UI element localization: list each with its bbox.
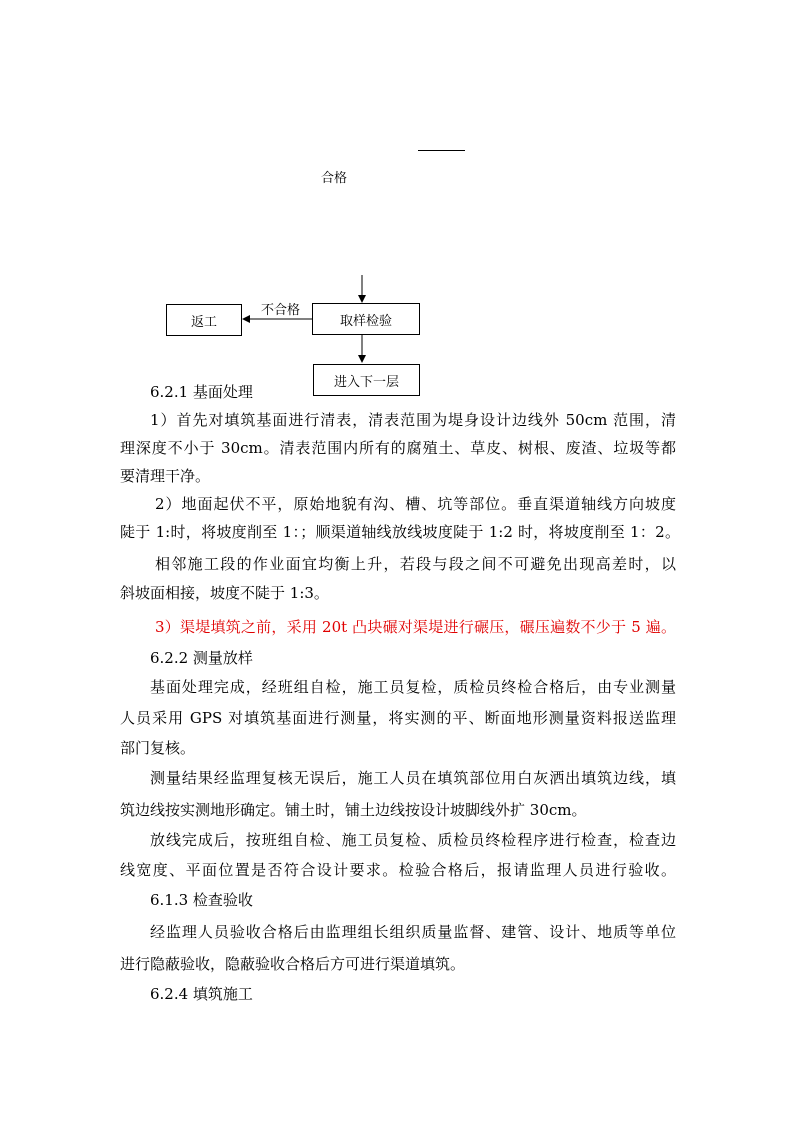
paragraph-line: 人员采用 GPS 对填筑基面进行测量，将实测的平、断面地形测量资料报送监理 [120,709,676,727]
paragraph-line: 要清理干净。 [120,467,211,485]
section-heading-6-2-4: 6.2.4 填筑施工 [150,985,253,1003]
rework-box: 返工 [166,304,242,336]
sampling-inspection-box: 取样检验 [312,303,420,335]
paragraph-line: 1）首先对填筑基面进行清表，清表范围为堤身设计边线外 50cm 范围，清 [150,411,676,429]
paragraph-line: 筑边线按实测地形确定。铺土时，铺土边线按设计坡脚线外扩 30cm。 [120,801,587,819]
paragraph-line: 2）地面起伏不平，原始地貌有沟、槽、坑等部位。垂直渠道轴线方向坡度 [155,495,676,513]
paragraph-line: 陡于 1:时，将坡度削至 1：；顺渠道轴线放线坡度陡于 1:2 时，将坡度削至 1：2。 [120,523,680,541]
paragraph-line: 相邻施工段的作业面宜均衡上升，若段与段之间不可避免出现高差时，以 [155,555,676,573]
paragraph-line: 经监理人员验收合格后由监理组长组织质量监督、建管、设计、地质等单位 [150,923,676,941]
paragraph-line: 放线完成后，按班组自检、施工员复检、质检员终检程序进行检查，检查边 [150,831,676,849]
section-heading-6-2-2: 6.2.2 测量放样 [150,649,253,667]
highlighted-paragraph: 3）渠堤填筑之前，采用 20t 凸块碾对渠堤进行碾压，碾压遍数不少于 5 遍。 [155,618,676,636]
paragraph-line: 理深度不小于 30cm。清表范围内所有的腐殖土、草皮、树根、废渣、垃圾等都 [120,439,676,457]
paragraph-line: 线宽度、平面位置是否符合设计要求。检验合格后，报请监理人员进行验收。 [120,861,676,879]
section-heading-6-2-1: 6.2.1 基面处理 [150,383,253,401]
paragraph-line: 基面处理完成，经班组自检，施工员复检，质检员终检合格后，由专业测量 [150,678,676,696]
paragraph-line: 斜坡面相接，坡度不陡于 1:3。 [120,584,329,602]
unqualified-label: 不合格 [261,303,301,318]
paragraph-line: 部门复核。 [120,739,196,757]
paragraph-line: 进行隐蔽验收，隐蔽验收合格后方可进行渠道填筑。 [120,955,466,973]
qualified-label: 合格 [321,171,348,186]
next-layer-box: 进入下一层 [313,364,420,396]
paragraph-line: 测量结果经监理复核无误后，施工人员在填筑部位用白灰洒出填筑边线，填 [150,769,676,787]
section-heading-6-1-3: 6.1.3 检查验收 [150,891,253,909]
